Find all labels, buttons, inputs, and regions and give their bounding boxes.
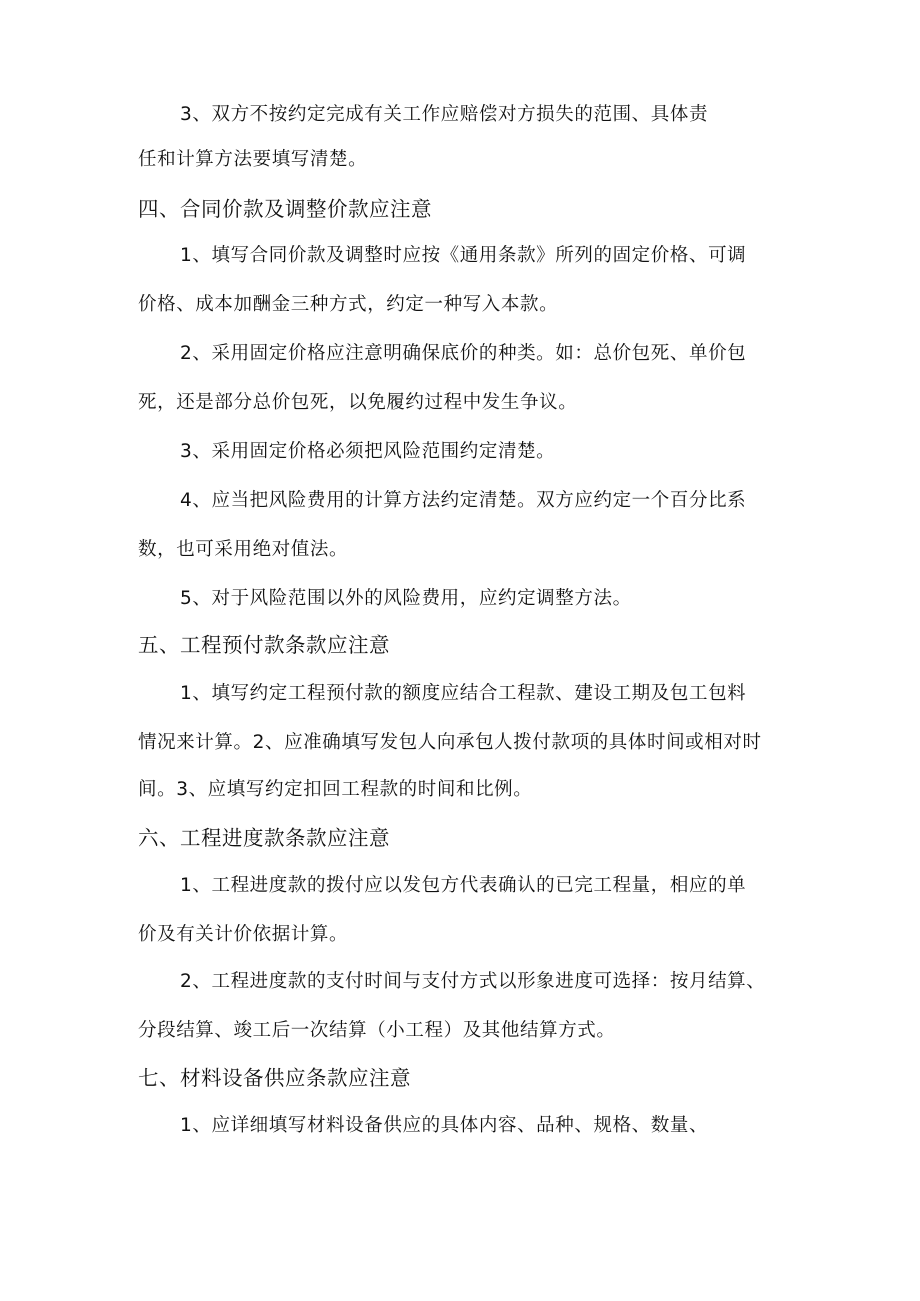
paragraph-line: 3、双方不按约定完成有关工作应赔偿对方损失的范围、具体责 bbox=[180, 104, 709, 125]
paragraph-line: 任和计算方法要填写清楚。 bbox=[138, 149, 368, 170]
section-heading: 六、工程进度款条款应注意 bbox=[138, 826, 390, 850]
paragraph-line: 数，也可采用绝对值法。 bbox=[138, 539, 349, 560]
section-heading: 七、材料设备供应条款应注意 bbox=[138, 1066, 411, 1090]
paragraph-line: 价及有关计价依据计算。 bbox=[138, 924, 349, 945]
paragraph-line: 1、填写约定工程预付款的额度应结合工程款、建设工期及包工包料 bbox=[180, 683, 747, 704]
paragraph-line: 死，还是部分总价包死，以免履约过程中发生争议。 bbox=[138, 392, 578, 413]
paragraph-line: 分段结算、竣工后一次结算（小工程）及其他结算方式。 bbox=[138, 1020, 616, 1041]
section-heading: 四、合同价款及调整价款应注意 bbox=[138, 197, 432, 221]
section-heading: 五、工程预付款条款应注意 bbox=[138, 633, 390, 657]
paragraph-line: 间。3、应填写约定扣回工程款的时间和比例。 bbox=[138, 779, 533, 800]
paragraph-line: 情况来计算。2、应准确填写发包人向承包人拨付款项的具体时间或相对时 bbox=[138, 732, 762, 753]
paragraph-line: 1、工程进度款的拨付应以发包方代表确认的已完工程量，相应的单 bbox=[180, 875, 747, 896]
paragraph-line: 价格、成本加酬金三种方式，约定一种写入本款。 bbox=[138, 294, 559, 315]
paragraph-line: 1、应详细填写材料设备供应的具体内容、品种、规格、数量、 bbox=[180, 1115, 709, 1136]
paragraph-line: 2、工程进度款的支付时间与支付方式以形象进度可选择：按月结算、 bbox=[180, 971, 766, 992]
paragraph-line: 1、填写合同价款及调整时应按《通用条款》所列的固定价格、可调 bbox=[180, 245, 747, 266]
paragraph-line: 3、采用固定价格必须把风险范围约定清楚。 bbox=[180, 441, 556, 462]
paragraph-line: 2、采用固定价格应注意明确保底价的种类。如：总价包死、单价包 bbox=[180, 343, 747, 364]
paragraph-line: 5、对于风险范围以外的风险费用，应约定调整方法。 bbox=[180, 588, 632, 609]
paragraph-line: 4、应当把风险费用的计算方法约定清楚。双方应约定一个百分比系 bbox=[180, 490, 747, 511]
